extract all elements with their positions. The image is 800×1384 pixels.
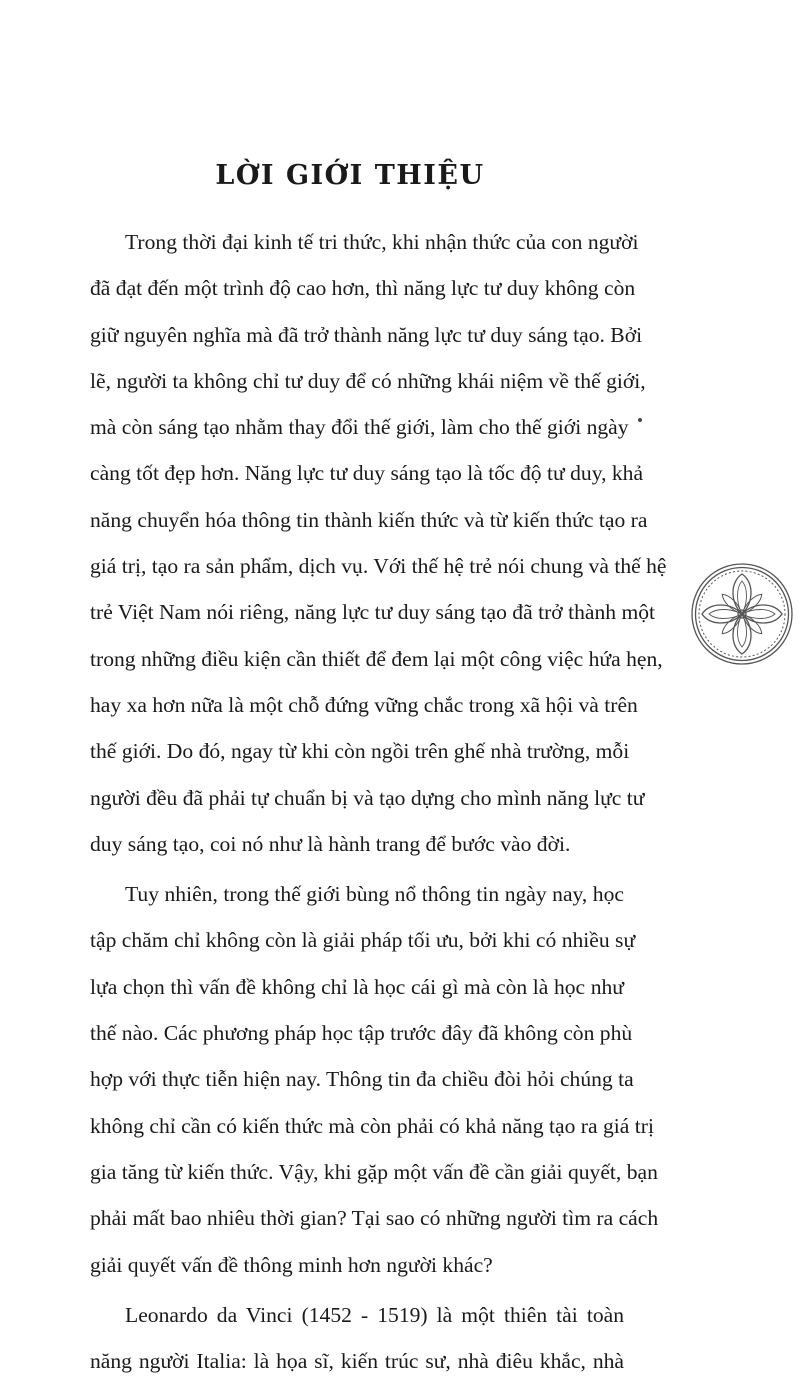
text-line: Leonardo da Vinci (1452 - 1519) là một thiên tài toàn: [125, 1302, 624, 1327]
text-line: thế nào. Các phương pháp học tập trước đây đã không còn phù: [90, 1021, 633, 1046]
text-line: trẻ Việt Nam nói riêng, năng lực tư duy sáng tạo đã trở thành một: [90, 600, 656, 625]
text-line: phải mất bao nhiêu thời gian? Tại sao có những người tìm ra cách: [90, 1206, 659, 1231]
text-line: lựa chọn thì vấn đề không chỉ là học cái gì mà còn là học như: [90, 974, 624, 999]
text-line: Trong thời đại kinh tế tri thức, khi nhận thức của con người: [125, 230, 639, 254]
text-line: trong những điều kiện cần thiết để đem lại một công việc hứa hẹn,: [90, 646, 663, 671]
paragraph-1: [90, 219, 667, 867]
rosette-ornament-icon: [690, 562, 794, 666]
text-line: hợp với thực tiễn hiện nay. Thông tin đa chiều đòi hỏi chúng ta: [90, 1067, 634, 1092]
text-line: giá trị, tạo ra sản phẩm, dịch vụ. Với thế hệ trẻ nói chung và thế hệ: [90, 554, 667, 579]
text-line: Tuy nhiên, trong thế giới bùng nổ thông tin ngày nay, học: [125, 882, 624, 907]
text-line: lẽ, người ta không chỉ tư duy để có những khái niệm về thế giới,: [90, 368, 646, 393]
text-line: giải quyết vấn đề thông minh hơn người khác?: [90, 1252, 493, 1277]
text-line: gia tăng từ kiến thức. Vậy, khi gặp một vấn đề cần giải quyết, bạn: [90, 1159, 658, 1184]
text-line: người đều đã phải tự chuẩn bị và tạo dựng cho mình năng lực tư: [90, 785, 645, 810]
text-line: năng người Italia: là họa sĩ, kiến trúc sư, nhà điêu khắc, nhà: [90, 1349, 624, 1374]
margin-dot: [638, 418, 642, 422]
text-line: đã đạt đến một trình độ cao hơn, thì năng lực tư duy không còn: [90, 276, 636, 301]
text-line: tập chăm chỉ không còn là giải pháp tối ưu, bởi khi có nhiều sự: [90, 928, 636, 953]
text-line: mà còn sáng tạo nhằm thay đổi thế giới, làm cho thế giới ngày: [90, 415, 629, 440]
text-line: năng chuyển hóa thông tin thành kiến thức và từ kiến thức tạo ra: [90, 507, 648, 532]
text-line: giữ nguyên nghĩa mà đã trở thành năng lực tư duy sáng tạo. Bởi: [90, 322, 643, 347]
text-line: càng tốt đẹp hơn. Năng lực tư duy sáng tạo là tốc độ tư duy, khả: [90, 461, 644, 486]
text-line: duy sáng tạo, coi nó như là hành trang để bước vào đời.: [90, 831, 571, 856]
paragraph-2: [90, 871, 659, 1288]
paragraph-3: [90, 1292, 624, 1384]
text-line: hay xa hơn nữa là một chỗ đứng vững chắc trong xã hội và trên: [90, 692, 638, 717]
chapter-title: LỜI GIỚI THIỆU: [215, 160, 485, 191]
text-line: thế giới. Do đó, ngay từ khi còn ngồi trên ghế nhà trường, mỗi: [90, 739, 630, 764]
body-text: [90, 219, 667, 1384]
text-line: không chỉ cần có kiến thức mà còn phải có khả năng tạo ra giá trị: [90, 1113, 654, 1138]
